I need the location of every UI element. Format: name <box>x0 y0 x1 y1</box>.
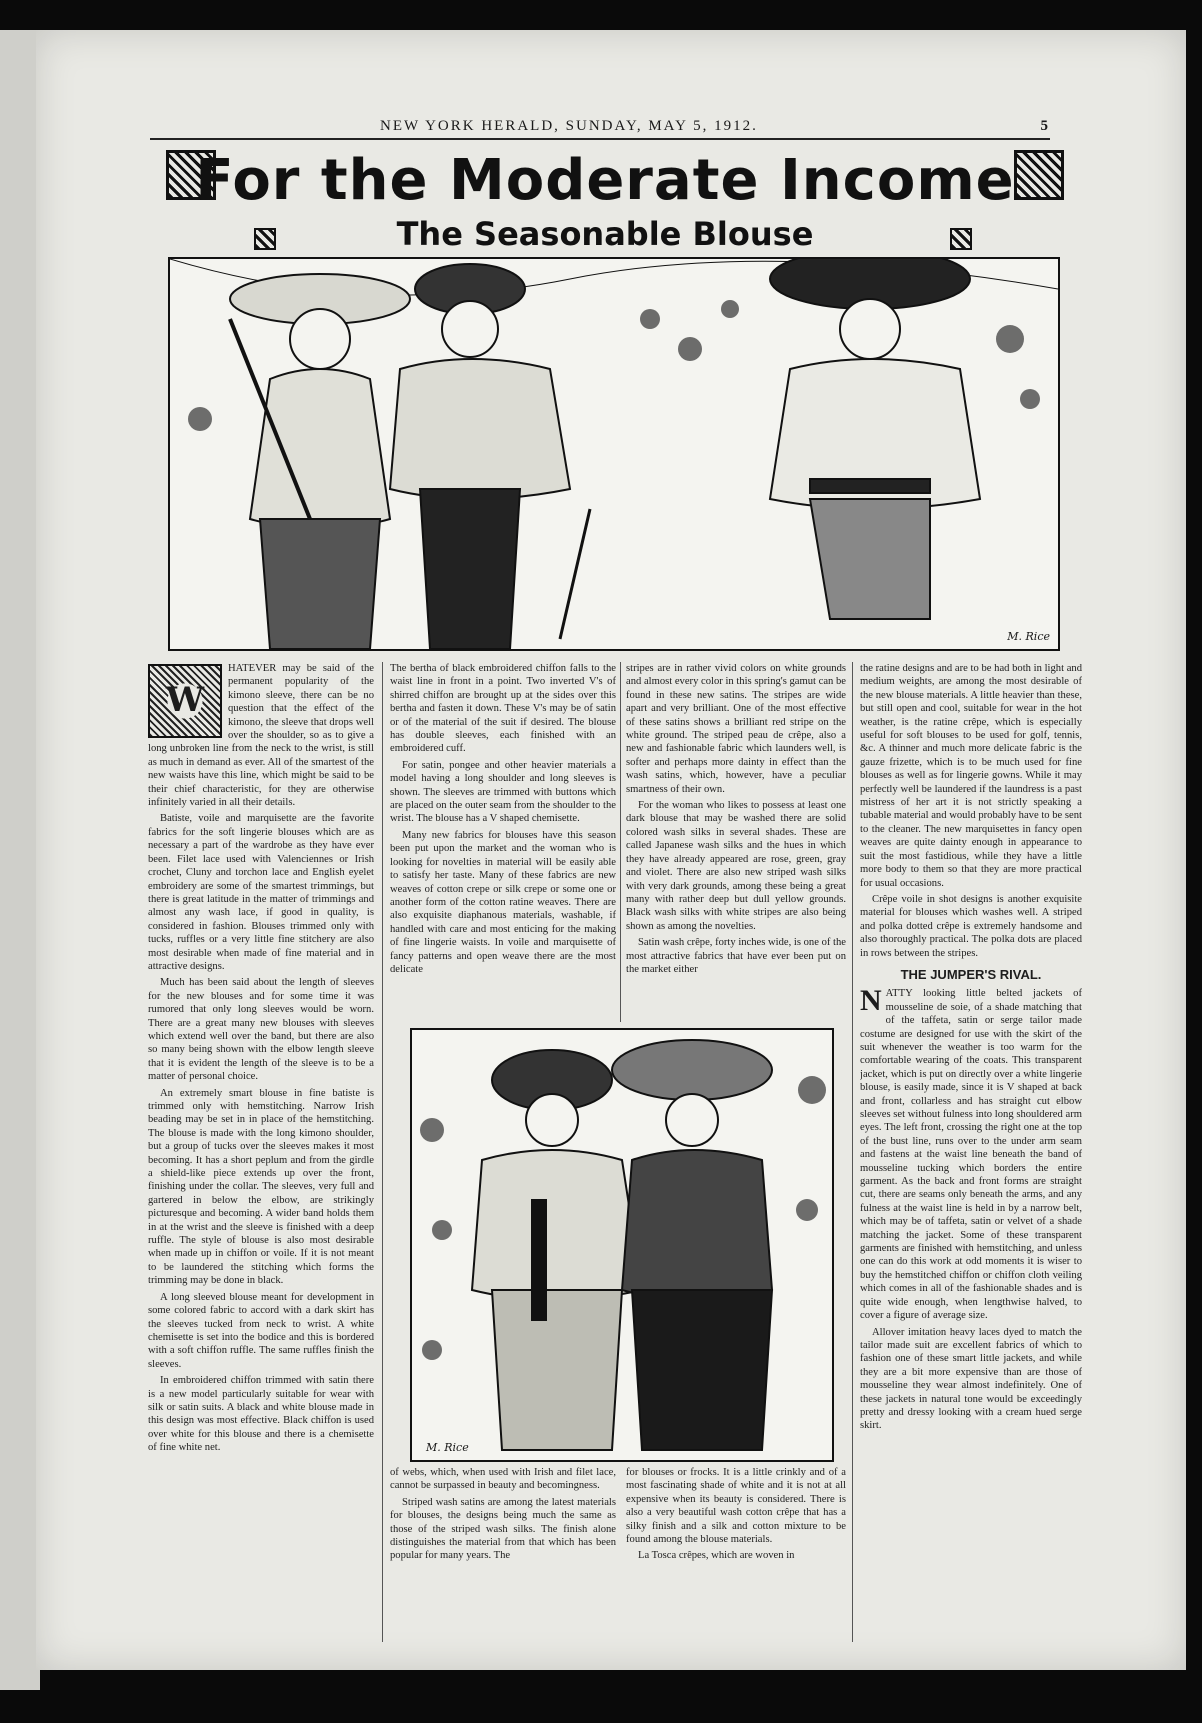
dropcap-w: W <box>148 664 222 738</box>
col2-paragraph: For satin, pongee and other heavier materials a model having a long shoulder and long sleeves is shown. The sleeves are trimmed with buttons which are placed on the outer seam from the shoulder to the wrist. The blouse has a V shaped chemisette. <box>390 759 616 825</box>
jumper-heading: THE JUMPER'S RIVAL. <box>900 966 1042 982</box>
masthead-title: NEW YORK HERALD, SUNDAY, MAY 5, 1912. <box>380 118 758 134</box>
col1-paragraph: In embroidered chiffon trimmed with satin there is a new model particularly suitable for wear with silk or satin suits. A black and white blouse made in this design was most effective. Black chiffon is used over white for this blouse and there is a chemisette of fine white net. <box>148 1375 374 1454</box>
column-1 <box>148 662 374 1652</box>
page-number: 5 <box>1040 118 1050 134</box>
col4-paragraph: Crêpe voile in shot designs is another exquisite material for blouses which washes well. A striped and polka dotted crêpe is extremely handsome and also thoroughly practical. The polka dots are placed in rows between the stripes. <box>860 893 1082 959</box>
headline: For the Moderate Income <box>195 148 1015 213</box>
col4-paragraph: the ratine designs and are to be had both in light and medium weights, are among the most desirable of the new blouse materials. A little heavier than these, but still open and cool, suitable for wear in the hot weather, is the ratine crêpe, which is especially useful for soft blouses to be used for golf, tennis, &c. A thinner and much more delicate fabric is the gauze frizette, which is to be much used for fine blouses as well as for lingerie gowns. While it may perfectly well be laundered if the laundress is a past mistress of her art it is not strictly speaking a tubable material and would probably have to be sent to the cleaner. The new marquisettes in fancy open weaves are quite dainty enough in appearance to suit the most fastidious, while they have a little more body to them so that they are more practical for usual occasions. <box>860 663 1082 889</box>
col1-paragraph: HATEVER may be said of the permanent popularity of the kimono sleeve, there can be no question that the effect of the kimono, the sleeve that drops well over the shoulder, so as to give a long unbroken line from the neck to the wrist, is still as much in demand as ever. All of the smartest of the new waists have this line, which might be said to be their chief characteristic, for they are otherwise infinitely varied in all their details. <box>148 663 374 809</box>
column-3-top <box>626 662 846 1022</box>
column-rule <box>852 662 853 1642</box>
column-rule <box>382 662 383 1642</box>
col1-paragraph: An extremely smart blouse in fine batiste is trimmed only with hemstitching. Narrow Irish beading may be set in in place of the hemstitching. The blouse is made with the long kimono shoulder, but a group of tucks over the sleeves makes it most becoming. It has a short peplum and from the girdle a shield-like piece extends up over the front, finishing under the collar. The sleeves, very full and gartered in below the elbow, are strikingly picturesque and becoming. A wider band holds them in at the wrist and the sleeve is finished with a deep ruffle. The style of blouse is also most desirable when made up in chiffon or voile. If it is not meant to be laundered the stitching which forms the trimming may be done in black. <box>148 1087 374 1287</box>
three-women-illustration-icon <box>170 259 1058 649</box>
col2-paragraph: Many new fabrics for blouses have this season been put upon the market and the woman who is looking for novelties in material will be easily able to satisfy her taste. Many of these fabrics are new weaves of cotton crepe or silk crepe or some one or another form of the cotton ratine weaves. There are also exquisite diaphanous materials, washable, if handled with care and most enticing for the making of fine lingerie waists. In voile and marquisette of fancy patterns and open weave there are the most delicate <box>390 829 616 975</box>
column-rule <box>620 662 621 1022</box>
column-2-top <box>390 662 616 1022</box>
col3-bottom-paragraph: for blouses or frocks. It is a little crinkly and of a most fascinating shade of white and it is not at all expensive when its beauty is considered. There is also a very beautiful wash cotton crêpe that has a silky finish and a silk and cotton mixture to be found among the blouse materials. <box>626 1467 846 1546</box>
two-women-illustration-icon <box>412 1030 832 1460</box>
col3-bottom-paragraph: La Tosca crêpes, which are woven in <box>638 1550 795 1562</box>
col3-paragraph: Satin wash crêpe, forty inches wide, is one of the most attractive fabrics that have ever been put on the market either <box>626 937 846 975</box>
jumper-paragraph: ATTY looking little belted jackets of mousseline de soie, of a shade matching that of the taffeta, satin or serge tailor made costume are designed for use with the skirt of the suit whenever the weather is too warm for the comfortable wearing of the coats. This transparent jacket, which is put on directly over a white lingerie blouse, is easily made, since it is V shaped at back and front, collarless and has straight cut elbow sleeves set without fulness into long shouldered arm eyes. The left front, crossing the right one at the top of the bust line, runs over to the under arm seam and fastens at the waist line beneath the band of mousseline tucking which borders the entire garment. As the back and front forms are straight cut, there are seams only beneath the arms, and any fulness at the waist line is held in by a narrow belt, which may be of taffeta, satin or velvet of a shade matching the jacket. Some of these transparent garments are finished with hemstitching, and unless one can do this work at odd moments it is wiser to buy the hemstitched chiffon or chiffon cloth veiling which comes in all of the fashionable shades and is quite wide enough, when lengthwise halved, to cover a figure of average size. <box>860 988 1082 1322</box>
subheadline: The Seasonable Blouse <box>396 215 814 253</box>
col2-bottom-paragraph: of webs, which, when used with Irish and filet lace, cannot be surpassed in beauty and becomingness. <box>390 1467 616 1492</box>
col3-paragraph: For the woman who likes to possess at least one dark blouse that may be washed there are solid colored wash silks in several shades. These are called Japanese wash silks and the hues in which they have already appeared are rose, green, gray and violet. There are also new striped wash silks with very dark grounds, among these being a great many with rather deep but dull yellow grounds. Black wash silks with white stripes are also being shown as among the novelties. <box>626 800 846 932</box>
col3-paragraph: stripes are in rather vivid colors on white grounds and almost every color in this spring's gamut can be found in these new satins. The stripes are wide apart and very brilliant. One of the most effective of these satins shows a brilliant red stripe on the white ground. The striped peau de crêpe, also a new and fashionable fabric which launders well, is softer and perhaps more dainty in effect than the wash satins, which, however, have a peculiar smartness of their own. <box>626 663 846 795</box>
book-spine <box>0 30 40 1690</box>
column-4 <box>860 662 1082 1647</box>
col1-paragraph: Much has been said about the length of sleeves for the new blouses and for some time it was rumored that only long sleeves would be worn. There are a great many new blouses with sleeves which extend well over the band, but there are also so many being shown with the elbow length sleeve that it is evident the length of the sleeve is to be a matter of personal choice. <box>148 977 374 1083</box>
top-illustration-signature: M. Rice <box>1007 630 1050 643</box>
jumper-initial: N <box>860 984 882 1018</box>
col1-paragraph: Batiste, voile and marquisette are the favorite fabrics for the soft lingerie blouses which are as necessary a part of the wardrobe as they have ever been. Filet lace used with Valenciennes or Irish crochet, Cluny and torchon lace and English eyelet embroidery are some of the smartest trimmings, but there is great latitude in the matter of trimmings and almost any wash lace, if good in quality, is considered in fashion. Blouses trimmed only with tucks, ruffles or a very little fine stitchery are also most desirable when made of fine material and in attractive designs. <box>148 813 374 972</box>
jumper-paragraph: Allover imitation heavy laces dyed to match the tailor made suit are excellent fabrics of which to fashion one of these smart little jackets, and while they are a bit more expensive than are those of mousseline they wear almost indefinitely. One of these jackets in natural tone would be exceedingly pretty and dressy looking with a cream hued serge skirt. <box>860 1326 1082 1432</box>
col1-paragraph: A long sleeved blouse meant for development in some colored fabric to accord with a dark skirt has the sleeves tucked from neck to wrist. A white chemisette is set into the bodice and this is bordered with a soft chiffon ruffle. The same ruffles finish the sleeves. <box>148 1291 374 1370</box>
col2-paragraph: The bertha of black embroidered chiffon falls to the waist line in front in a point. Two inverted V's of shirred chiffon are brought up at the sides over this bertha and fasten it down. These V's may be of satin or of the material of the suit if desired. The blouse has double sleeves, each finished with an embroidered cuff. <box>390 663 616 755</box>
masthead <box>150 114 1050 140</box>
column-3-bottom <box>626 1466 846 1586</box>
column-2-bottom <box>390 1466 616 1586</box>
middle-illustration-signature: M. Rice <box>426 1441 469 1454</box>
col2-bottom-paragraph: Striped wash satins are among the latest materials for blouses, the designs being much the same as those of the striped wash silks. The finish alone distinguishes the material from that which has been popular for many years. The <box>390 1496 616 1562</box>
middle-illustration <box>410 1028 834 1462</box>
top-illustration <box>168 257 1060 651</box>
